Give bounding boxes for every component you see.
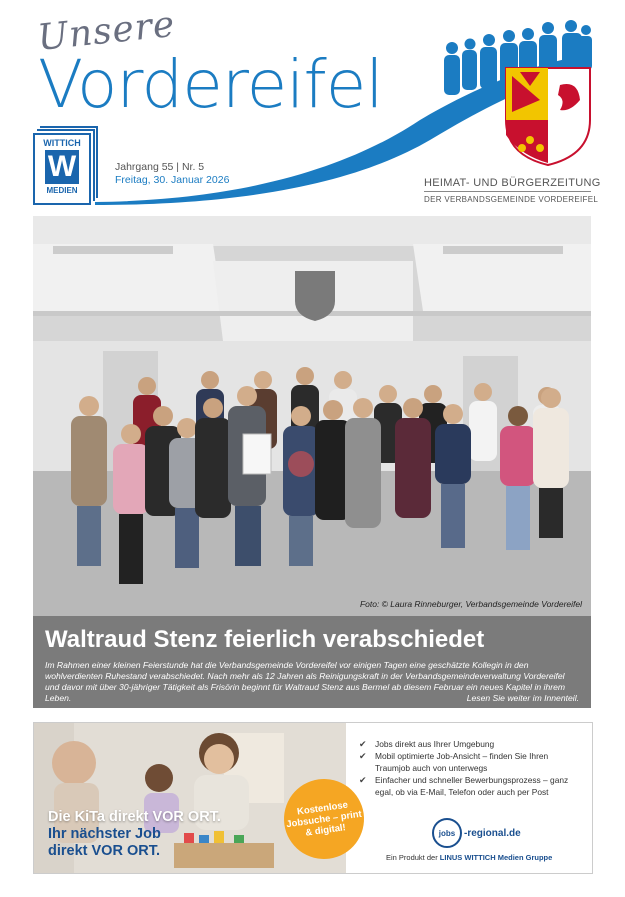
benefit-text: Jobs direkt aus Ihrer Umgebung (375, 739, 495, 749)
ad-footer-prefix: Ein Produkt der (386, 853, 438, 862)
checkmark-icon: ✔ (359, 775, 367, 785)
logo-wittich-text: WITTICH (43, 138, 81, 148)
certificate-icon (243, 434, 271, 474)
jobs-advertisement[interactable] (33, 722, 593, 874)
ad-headline-line1: Die KiTa direkt VOR ORT. (48, 809, 221, 825)
ad-benefits-list (359, 738, 585, 798)
wittich-medien-logo (33, 133, 91, 205)
ad-footer (386, 853, 552, 862)
tagline-divider (424, 191, 591, 192)
article-lead (45, 660, 579, 704)
flower-bouquet-icon (288, 451, 314, 477)
logo-medien-text: MEDIEN (46, 186, 78, 195)
checkmark-icon: ✔ (359, 751, 367, 761)
newspaper-subline: DER VERBANDSGEMEINDE VORDEREIFEL (424, 195, 599, 204)
group-photo-illustration (33, 216, 591, 616)
logo-w-letter: W (45, 150, 79, 184)
issue-number: Jahrgang 55 | Nr. 5 (115, 161, 205, 173)
ad-headline (48, 809, 221, 860)
article-lead-text: Im Rahmen einer kleinen Feierstunde hat die Verbandsgemeinde Vordereifel vor einigen Tagen eine geschätzte Kollegin in den wohlverdienten Ruhestand verabschiedet. Nach mehr als 12 Jahren als Reinigungskraft in der Verbandsgemeindeverwaltung Vordereifel und davor mit über 30-jähriger Tätigkeit als Frisörin beginnt für Waltraud Stenz aus Bermel ab diesem Februar ein neues Kapitel in ihrem Leben. (45, 660, 566, 703)
wall-crest-icon (295, 271, 335, 321)
ad-headline-line2: Ihr nächster Job (48, 826, 161, 842)
list-item (359, 774, 585, 798)
coat-of-arms-icon (506, 68, 590, 165)
benefit-text: Mobil optimierte Job-Ansicht – finden Sie Ihren Traumjob auch von unterwegs (375, 751, 549, 773)
ad-footer-brand: LINUS WITTICH Medien Gruppe (439, 853, 553, 862)
cover-photo (33, 216, 591, 616)
photo-credit: Foto: © Laura Rinneburger, Verbandsgemeinde Vordereifel (359, 599, 582, 609)
masthead-title: Vordereifel (38, 46, 383, 123)
ad-badge-text: Kostenlose Jobsuche – print & digital! (285, 799, 363, 839)
checkmark-icon: ✔ (359, 739, 367, 749)
benefit-text: Einfacher und schneller Bewerbungsprozess – ganz egal, ob via E-Mail, Telefon oder auch per Post (375, 775, 569, 797)
list-item (359, 750, 585, 774)
masthead-unsere: Unsere (35, 3, 178, 59)
ad-headline-line3: direkt VOR ORT. (48, 843, 160, 859)
issue-date: Freitag, 30. Januar 2026 (115, 174, 230, 186)
article-teaser (33, 616, 591, 708)
jobs-regional-text: -regional.de (464, 827, 521, 839)
newspaper-tagline: HEIMAT- UND BÜRGERZEITUNG (424, 177, 601, 189)
article-continue: Lesen Sie weiter im Innenteil. (466, 693, 579, 703)
map-pin-icon: jobs (432, 818, 462, 848)
jobs-regional-logo[interactable] (432, 818, 521, 848)
article-headline: Waltraud Stenz feierlich verabschiedet (45, 626, 485, 653)
list-item (359, 738, 585, 750)
